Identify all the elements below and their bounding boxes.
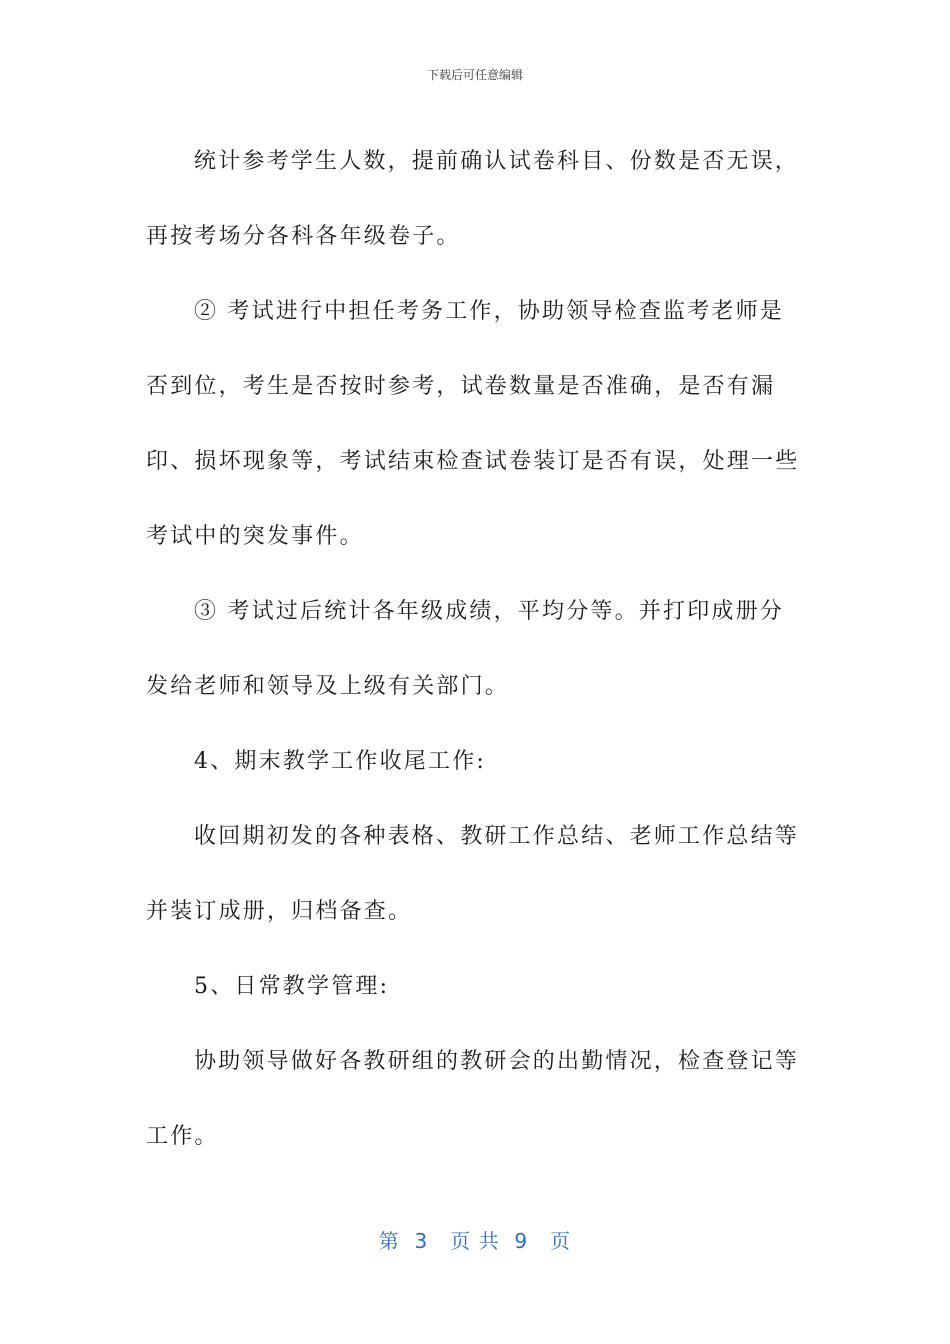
- paragraph-1: 统计参考学生人数，提前确认试卷科目、份数是否无误，再按考场分各科各年级卷子。: [146, 149, 800, 249]
- paragraph-3: ③ 考试过后统计各年级成绩，平均分等。并打印成册分发给老师和领导及上级有关部门。: [146, 599, 784, 699]
- page-number-footer: 第 3 页 共 9 页: [378, 1229, 572, 1253]
- paragraph-2: ② 考试进行中担任考务工作，协助领导检查监考老师是否到位，考生是否按时参考，试卷数量是否准确，是否有漏印、损坏现象等，考试结束检查试卷装订是否有误，处理一些考试中的突发事件。: [146, 299, 800, 549]
- paragraph-4: 4、期末教学工作收尾工作:: [194, 749, 487, 774]
- document-body: [146, 124, 806, 1174]
- paragraph-7: 协助领导做好各教研组的教研会的出勤情况，检查登记等工作。: [146, 1049, 800, 1149]
- paragraph-5: 收回期初发的各种表格、教研工作总结、老师工作总结等并装订成册，归档备查。: [146, 824, 800, 924]
- paragraph-6: 5、日常教学管理:: [194, 974, 390, 999]
- page-header-note: 下载后可任意编辑: [426, 68, 523, 82]
